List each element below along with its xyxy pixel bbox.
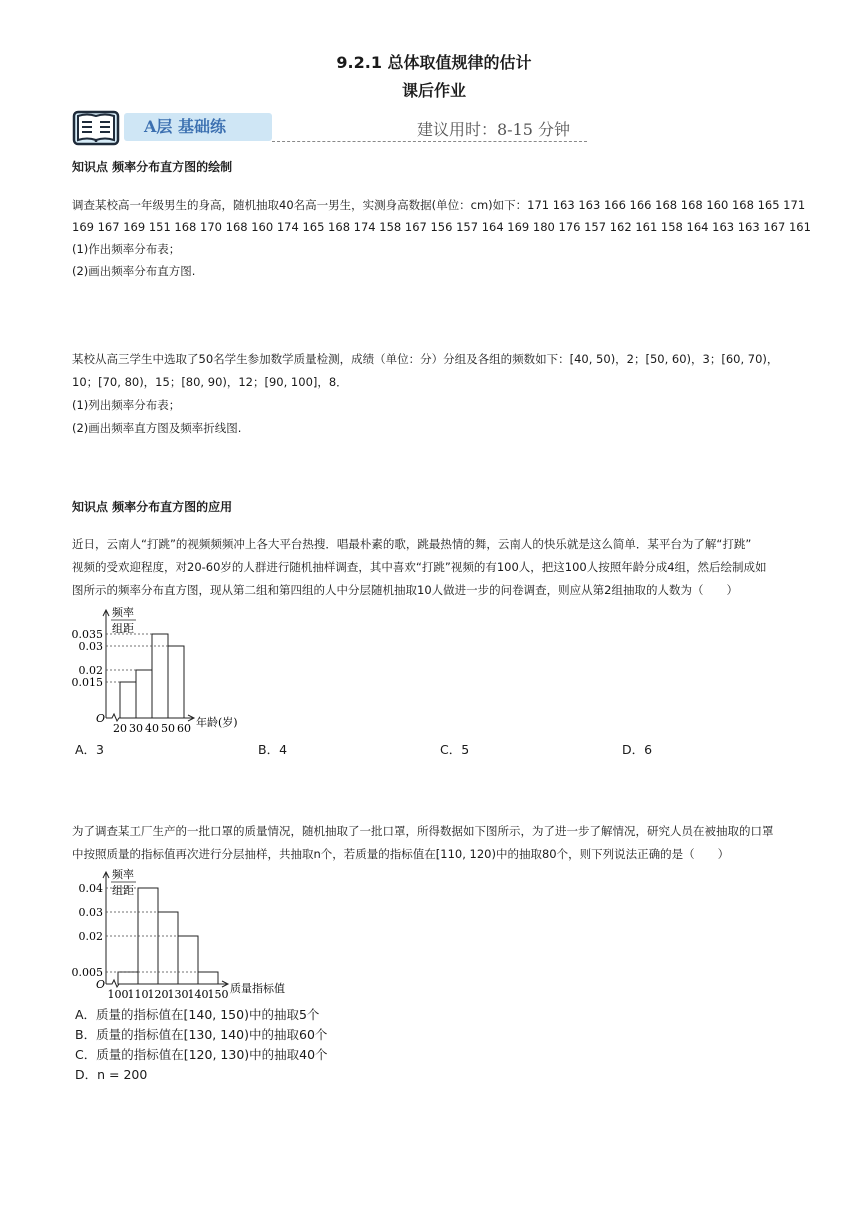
- q2-line2: 10；[70, 80)，15；[80, 90)，12；[90, 100]，8．: [72, 375, 348, 389]
- x-tick-label: 40: [145, 722, 159, 735]
- x-tick-label: 20: [113, 722, 127, 735]
- histogram-bar: [178, 936, 198, 984]
- y-axis-label-top: 频率: [112, 606, 134, 619]
- q1-line1: 调查某校高一年级男生的身高，随机抽取40名高一男生，实测身高数据(单位：cm)如下：171 163 163 166 166 168 168 160 168 165 171: [72, 198, 806, 212]
- x-tick-label: 60: [177, 722, 191, 735]
- histogram-quality: [70, 866, 310, 1010]
- q2-line1: 某校从高三学生中选取了50名学生参加数学质量检测，成绩（单位：分）分组及各组的频数如下：[40, 50)，2；[50, 60)，3；[60, 70)，: [72, 352, 779, 366]
- histogram-bar: [118, 972, 138, 984]
- y-tick-label: 0.02: [78, 930, 103, 943]
- q3-line3: 图所示的频率分布直方图，现从第二组和第四组的人中分层随机抽取10人做进一步的问卷调查，则应从第2组抽取的人数为（ ）: [72, 583, 738, 597]
- histogram-age-svg: [70, 604, 250, 740]
- histogram-bar: [120, 682, 136, 718]
- y-tick-label: 0.04: [78, 882, 103, 895]
- q3-option-b[interactable]: B．4: [258, 742, 288, 757]
- x-axis-label: 质量指标值: [230, 982, 285, 995]
- x-axis-label: 年龄(岁): [196, 716, 238, 729]
- x-tick-label: 150: [207, 988, 229, 1001]
- y-tick-label: 0.03: [78, 640, 103, 653]
- time-hint: 建议用时：8-15 分钟: [417, 120, 571, 139]
- y-tick-label: 0.02: [78, 664, 103, 677]
- y-tick-label: 0.035: [71, 628, 103, 641]
- q1-line2: 169 167 169 151 168 170 168 160 174 165 168 174 158 167 156 157 164 169 180 176 157 162 161 158 164 163 163 167 161: [72, 220, 811, 234]
- page-title: 9.2.1 总体取值规律的估计: [336, 53, 532, 72]
- q2-line4: (2)画出频率直方图及频率折线图.: [72, 421, 242, 435]
- q3-option-a[interactable]: A．3: [75, 742, 105, 757]
- q1-line3: (1)作出频率分布表；: [72, 242, 181, 256]
- q4-line2: 中按照质量的指标值再次进行分层抽样，共抽取n个，若质量的指标值在[110, 120)中的抽取80个，则下列说法正确的是（ ）: [72, 847, 730, 861]
- section-heading-drawing: 知识点 频率分布直方图的绘制: [72, 160, 233, 174]
- histogram-bar: [168, 646, 184, 718]
- histogram-bar: [152, 634, 168, 718]
- x-tick-label: 110: [127, 988, 149, 1001]
- book-icon: [72, 108, 120, 152]
- level-label: A层 基础练: [124, 113, 272, 141]
- q2-line3: (1)列出频率分布表；: [72, 398, 181, 412]
- histogram-bar: [136, 670, 152, 718]
- section-heading-application: 知识点 频率分布直方图的应用: [72, 500, 233, 514]
- q4-line1: 为了调查某工厂生产的一批口罩的质量情况，随机抽取了一批口罩，所得数据如下图所示，为了进一步了解情况，研究人员在被抽取的口罩: [72, 824, 774, 838]
- x-tick-label: 50: [161, 722, 175, 735]
- x-tick-label: 30: [129, 722, 143, 735]
- y-tick-label: 0.03: [78, 906, 103, 919]
- x-tick-label: 100: [107, 988, 129, 1001]
- banner-divider: [272, 141, 587, 142]
- q3-option-c[interactable]: C．5: [440, 742, 470, 757]
- y-axis-label-bottom: 组距: [112, 884, 134, 897]
- q4-option-a[interactable]: A．质量的指标值在[140, 150)中的抽取5个: [75, 1007, 320, 1022]
- y-tick-label: 0.015: [71, 676, 103, 689]
- histogram-age: [70, 604, 250, 744]
- y-axis-label-bottom: 组距: [112, 622, 134, 635]
- origin-label: O: [96, 978, 106, 991]
- origin-label: O: [96, 712, 106, 725]
- q4-option-d[interactable]: D．n = 200: [75, 1067, 148, 1082]
- histogram-bar: [158, 912, 178, 984]
- x-tick-label: 140: [187, 988, 209, 1001]
- x-tick-label: 120: [147, 988, 169, 1001]
- x-tick-label: 130: [167, 988, 189, 1001]
- y-axis-label-top: 频率: [112, 868, 134, 881]
- page-subtitle: 课后作业: [401, 81, 466, 100]
- q3-line2: 视频的受欢迎程度，对20-60岁的人群进行随机抽样调查，其中喜欢“打跳”视频的有100人，把这100人按照年龄分成4组，然后绘制成如: [72, 560, 767, 574]
- q4-option-b[interactable]: B．质量的指标值在[130, 140)中的抽取60个: [75, 1027, 328, 1042]
- histogram-bar: [198, 972, 218, 984]
- histogram-quality-svg: [70, 866, 310, 1006]
- q1-line4: (2)画出频率分布直方图.: [72, 264, 196, 278]
- y-tick-label: 0.005: [71, 966, 103, 979]
- q3-line1: 近日，云南人“打跳”的视频频频冲上各大平台热搜．唱最朴素的歌，跳最热情的舞，云南人的快乐就是这么简单．某平台为了解“打跳”: [72, 537, 752, 551]
- q4-option-c[interactable]: C．质量的指标值在[120, 130)中的抽取40个: [75, 1047, 328, 1062]
- q3-option-d[interactable]: D．6: [622, 742, 653, 757]
